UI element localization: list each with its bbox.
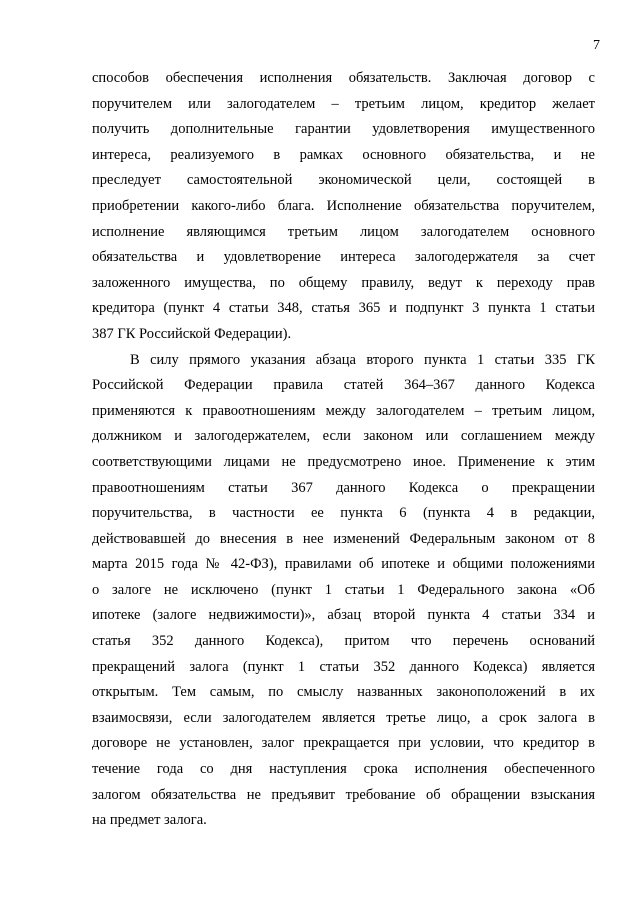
text-line: заложенного имущества, по общему правилу, ведут к переходу прав [92, 274, 595, 291]
text-line: 387 ГК Российской Федерации). [92, 325, 292, 342]
text-line: Российской Федерации правила статей 364–367 данного Кодекса [92, 377, 595, 394]
text-line: интереса, реализуемого в рамках основного обязательства, и не [92, 146, 595, 163]
text-line: получить дополнительные гарантии удовлетворения имущественного [92, 121, 595, 138]
text-line: способов обеспечения исполнения обязательств. Заключая договор с [92, 70, 595, 86]
text-line: должником и залогодержателем, если законом или соглашением между [92, 428, 595, 445]
text-line: взаимосвязи, если залогодателем является третье лицо, а срок залога в [92, 709, 595, 726]
text-line: ипотеке (залоге недвижимости)», абзац второй пункта 4 статьи 334 и [92, 607, 595, 624]
text-line: исполнение являющимся третьим лицом залогодателем основного [92, 223, 595, 240]
paragraph-2 [92, 348, 595, 834]
text-line: течение года со дня наступления срока исполнения обеспеченного [92, 761, 595, 778]
text-line: В силу прямого указания абзаца второго пункта 1 статьи 335 ГК [130, 351, 595, 368]
text-line: действовавшей до внесения в нее изменений Федеральным законом от 8 [92, 530, 595, 547]
text-line: статья 352 данного Кодекса), притом что перечень оснований [92, 633, 595, 650]
text-line: марта 2015 года № 42-ФЗ), правилами об ипотеке и общими положениями [92, 556, 595, 573]
text-line: обязательства и удовлетворение интереса залогодержателя за счет [92, 249, 595, 266]
paragraph-1 [92, 66, 595, 348]
text-line: на предмет залога. [92, 812, 207, 829]
text-line: залогом обязательства не предъявит требование об обращении взыскания [92, 786, 595, 803]
text-line: открытым. Тем самым, по смыслу названных законоположений в их [92, 684, 595, 701]
text-line: применяются к правоотношениям между залогодателем – третьим лицом, [92, 402, 595, 419]
page-number: 7 [593, 38, 600, 53]
text-line: поручителем или залогодателем – третьим лицом, кредитор желает [92, 95, 595, 112]
text-line: договоре не установлен, залог прекращается при условии, что кредитор в [92, 735, 595, 752]
text-line: правоотношениям статьи 367 данного Кодекса о прекращении [92, 479, 595, 496]
text-line: о залоге не исключено (пункт 1 статьи 1 Федерального закона «Об [92, 581, 595, 598]
document-body [92, 66, 595, 834]
text-line: соответствующими лицами не предусмотрено иное. Применение к этим [92, 453, 595, 470]
text-line: прекращений залога (пункт 1 статьи 352 данного Кодекса) является [92, 658, 595, 675]
text-line: поручительства, в частности ее пункта 6 (пункта 4 в редакции, [92, 505, 595, 522]
text-line: приобретении какого-либо блага. Исполнение обязательства поручителем, [92, 197, 595, 214]
text-line: преследует самостоятельной экономической цели, состоящей в [92, 172, 595, 189]
text-line: кредитора (пункт 4 статьи 348, статья 365 и подпункт 3 пункта 1 статьи [92, 300, 595, 317]
